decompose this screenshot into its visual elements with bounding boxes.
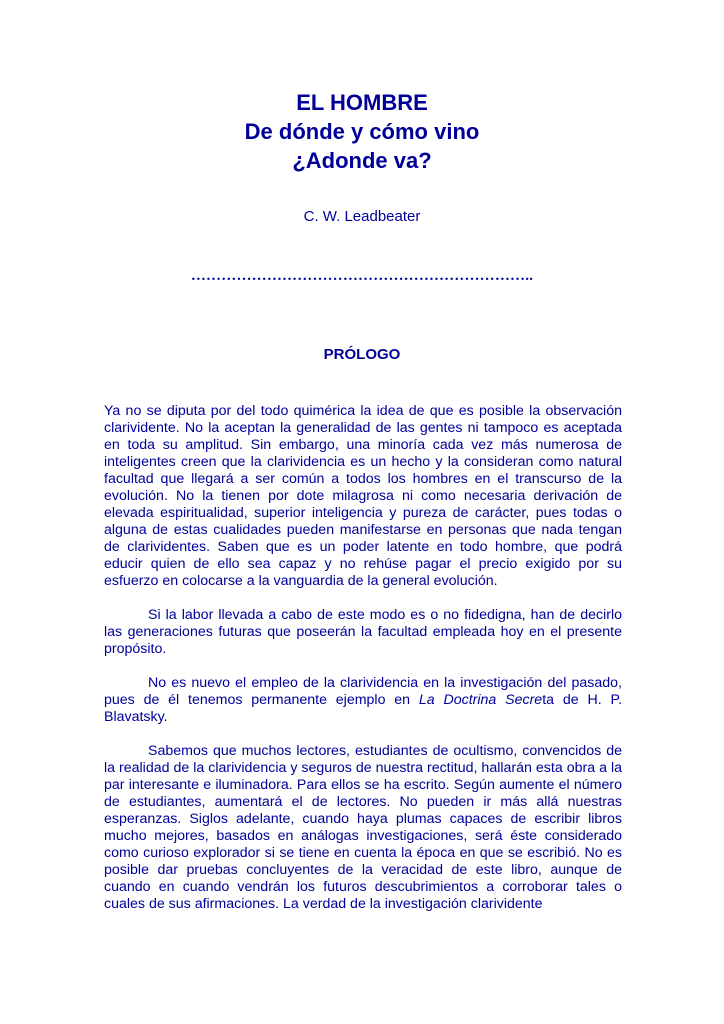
title-line-2: De dónde y cómo vino [244, 119, 480, 144]
author-name: C. W. Leadbeater [303, 208, 421, 225]
body-text [104, 403, 622, 930]
paragraph-1: Ya no se diputa por del todo quimérica la idea de que es posible la observación clarividente. No la aceptan la generalidad de las gentes ni tampoco es aceptada en toda su amplitud. Sin embargo, una minoría cada vez más numerosa de inteligentes creen que la clarividencia es un hecho y la consideran como natural facultad que llegará a ser común a todos los hombres en el transcurso de la evolución. No la tienen por dote milagrosa ni como necesaria derivación de elevada espiritualidad, superior inteligencia y pureza de carácter, pues todas o alguna de estas cualidades pueden manifestarse en personas que nada tengan de clarividentes. Saben que es un poder latente en todo hombre, que podrá educir quien de ello sea capaz y no rehúse pagar el precio exigido por su esfuerzo en colocarse a la vanguardia de la general evolución. [104, 403, 622, 589]
paragraph-3-text-start: No es nuevo el empleo de la clarividencia en la investigación del pasado, pues de él tenemos permanente ejemplo en [104, 675, 622, 708]
paragraph-3 [104, 675, 622, 726]
section-heading: PRÓLOGO [323, 346, 401, 363]
separator-dots: ………………………………………………………….. [190, 268, 534, 284]
paragraph-4: Sabemos que muchos lectores, estudiantes de ocultismo, convencidos de la realidad de la clarividencia y seguros de nuestra rectitud, hallarán esta obra a la par interesante e iluminadora. Para ellos se ha escrito. Según aumente el número de estudiantes, aumentará el de lectores. No pueden ir más allá nuestras esperanzas. Siglos adelante, cuando haya plumas capaces de escribir libros mucho mejores, basados en análogas investigaciones, será éste considerado como curioso explorador si se tiene en cuenta la época en que se escribió. No es posible dar pruebas concluyentes de la veracidad de este libro, aunque de cuando en cuando vendrán los futuros descubrimientos a corroborar tales o cuales de sus afirmaciones. La verdad de la investigación clarividente [104, 743, 622, 912]
title-line-1: EL HOMBRE [296, 90, 428, 115]
paragraph-2: Si la labor llevada a cabo de este modo es o no fidedigna, han de decirlo las generaciones futuras que poseerán la facultad empleada hoy en el presente propósito. [104, 607, 622, 657]
title-line-3: ¿Adonde va? [292, 148, 432, 173]
paragraph-3-text-end: ta de H. P. Blavatsky. [104, 692, 623, 725]
book-title-italic: La Doctrina Secre [418, 692, 543, 708]
